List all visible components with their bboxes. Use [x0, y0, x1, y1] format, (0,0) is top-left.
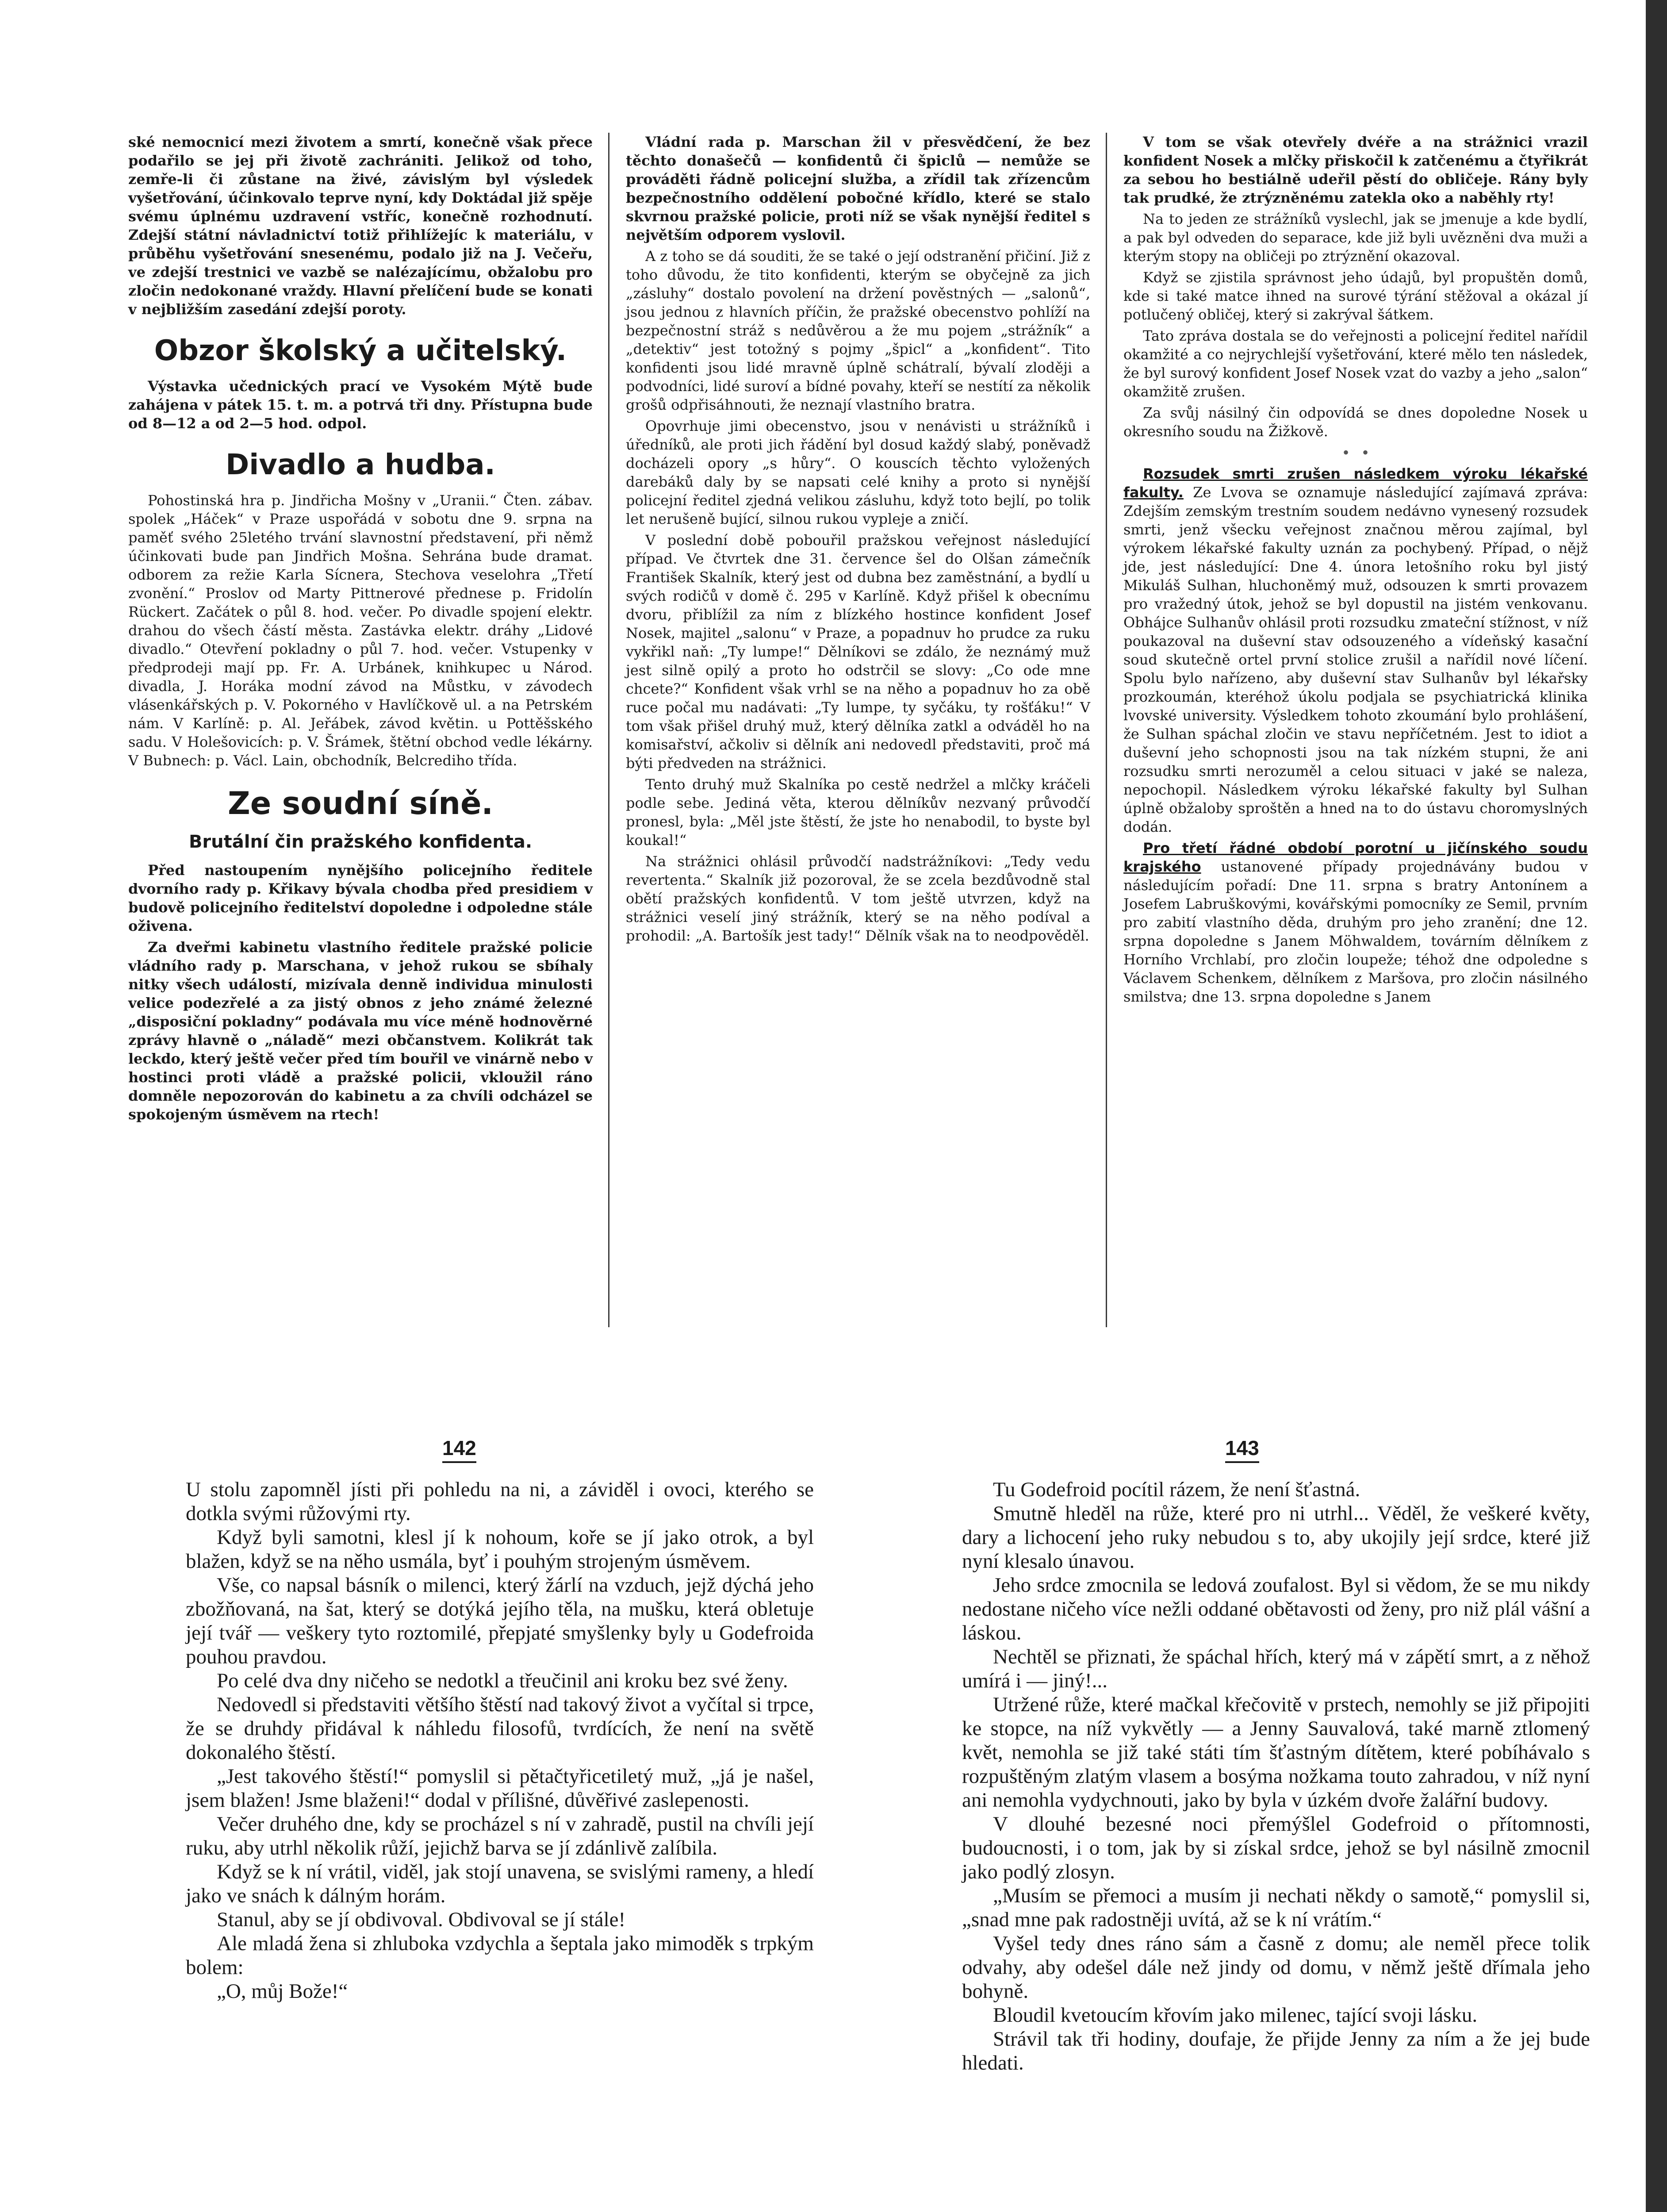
page-number-right: 143	[1225, 1436, 1259, 1463]
novel-paragraph: „O, můj Bože!“	[217, 1980, 348, 2003]
article-paragraph: Na to jeden ze strážníků vyslechl, jak se jmenuje a kde bydlí, a pak byl odveden do separace, kde již byli uvězněni dva muži a kterým stopy na obličeji po ztrýznění okazoval.	[1123, 211, 1588, 265]
page-number-left: 142	[442, 1436, 476, 1463]
article-paragraph: Za svůj násilný čin odpovídá se dnes dopoledne Nosek u okresního soudu na Žižkově.	[1123, 404, 1588, 440]
article-paragraph: V poslední době pobouřil pražskou veřejnost následující případ. Ve čtvrtek dne 31. července šel do Olšan zámečník František Skalník, který jest od dubna bez zaměstnání, a bydlí u svých rodičů v domě č. 295 v Karlíně. Když přišel k obecnímu dvoru, přiblížil za ním z blízkého hostince konfident Josef Nosek, majitel „salonu“ v Praze, a popadnuv ho prudce za ruku vykřikl naň: „Ty lumpe!“ Dělníkovi se zdálo, že neznámý muž jest silně opilý a proto ho odstrčil se slovy: „Co ode mne chcete?“ Konfident však vrhl se na něho a popadnuv ho za obě ruce počal mu nadávati: „Ty lumpe, ty syčáku, ty rošťáku!“ V tom však přišel druhý muž, který dělníka zatkl a odváděl ho na komisařství, ačkoliv si dělník ani nedovedl představiti, proč má býti předveden na strážnici.	[626, 532, 1090, 772]
newspaper-column-3	[1123, 133, 1588, 1009]
court-paragraph: Před nastoupením nynějšího policejního ředitele dvorního rady p. Křikavy bývala chodba před presidiem v budově policejního ředitelství dopoledne i odpoledne stále oživena.	[128, 862, 593, 934]
article-paragraph: A z toho se dá souditi, že se také o její odstranění přičiní. Již z toho důvodu, že tito konfidenti, kterým se obyčejně za jich „zásluhy“ dostalo povolení na držení pověstných — „salonů“, jsou jednou z hlavních příčin, že pražské obecenstvo pohlíží na bezpečnostní stráž s nedůvěrou a že mu pojem „strážník“ a „detektiv“ jest totožný s pojmy „špicl“ a „konfident“. Tito konfidenti jsou lidé mravně úplně schátralí, bývalí zloději a podvodníci, lidé suroví a bídné povahy, kteří se nestítí za několik grošů odpřisáhnouti, že neznají vlastního bratra.	[626, 248, 1090, 413]
novel-page-left	[186, 1478, 814, 2003]
newspaper-column-2	[626, 133, 1090, 948]
novel-paragraph: Nechtěl se přiznati, že spáchal hřích, který má v zápětí smrt, a z něhož umírá i — jiný!...	[962, 1645, 1590, 1692]
novel-paragraph: Strávil tak tři hodiny, doufaje, že přijde Jenny za ním a že jej bude hledati.	[962, 2028, 1590, 2074]
article-paragraph: Na strážnici ohlásil průvodčí nadstrážníkovi: „Tedy vedu revertenta.“ Skalník již pozoroval, že se zcela bezdůvodně stal obětí pražských konfidentů. V tom ještě utvrzen, když na strážnici veselí jiný strážník, který se na něho podíval a prohodil: „A. Bartošík jest tady!“ Dělník však na to neodpověděl.	[626, 853, 1090, 944]
court-item-text: Ze Lvova se oznamuje následující zajímavá zpráva: Zdejším zemským trestním soudem nedávno vynesený rozsudek smrti, jenž všecku veřejnost značnou měrou zajímal, byl výrokem lékařské fakulty uznán za pochybený. Případ, o nějž jde, jest následující: Dne 4. února letošního roku byl jistý Mikuláš Sulhan, hluchoněmý muž, odsouzen k smrti provazem pro vražedný útok, jehož se byl dopustil na jistém venkovanu. Obhájce Sulhanův ohlásil proti rozsudku zmateční stížnost, v níž poukazoval na duševní stav odsouzeného a vídeňský kasační soud skutečně ortel první stolice zrušil a nařídil nové líčení. Spolu bylo nařízeno, aby duševní stav Sulhanův byl lékařsky prozkoumán, kteréhož úkolu podjala se psychiatrická klinika lvovské university. Výsledkem tohoto zkoumání bylo prohlášení, že Sulhan spáchal zločin ve stavu nepříčetném. Jest to idiot a duševní jeho schopnosti jsou na tak nízkém stupni, že ani rozsudku smrti nerozuměl a celou situaci v jaké se naleza, nepochopil. Následkem výroku lékařské fakulty byl Sulhan úplně obžaloby sproštěn a hned na to do ústavu choromyslných dodán.	[1123, 484, 1588, 835]
novel-paragraph: Bloudil kvetoucím křovím jako milenec, tající svoji lásku.	[993, 2004, 1478, 2027]
novel-page-right	[962, 1478, 1590, 2075]
novel-paragraph: Smutně hleděl na růže, které pro ni utrhl... Věděl, že veškeré květy, dary a lichocení jeho ruky nebudou s to, aby ukojily její srdce, které již nyní klesalo únavou.	[962, 1502, 1590, 1573]
court-paragraph: Za dveřmi kabinetu vlastního ředitele pražské policie vládního rady p. Marschana, v jehož rukou se sbíhaly nitky všech událostí, mizívala denně individua minulosti velice podezřelé a za jistý obnos z jeho známé železné „disposiční pokladny“ podávala mu více méně hodnověrné zprávy hlavně o „náladě“ mezi občanstvem. Kolikrát tak leckdo, který ještě večer před tím bouřil ve vinárně nebo v hostinci proti vládě a pražské policii, vkloužil ráno domněle nepozorován do kabinetu a za chvíli odcházel se spokojeným úsměvem na rtech!	[128, 939, 593, 1123]
novel-paragraph: Jeho srdce zmocnila se ledová zoufalost. Byl si vědom, že se mu nikdy nedostane ničeho více nežli oddané obětavosti od ženy, pro niž plál vášní a láskou.	[962, 1574, 1590, 1644]
article-paragraph: Když se zjistila správnost jeho údajů, byl propuštěn domů, kde si také matce ihned na surové týrání stěžoval a okázal jí potlučený obličej, který si zakrýval šátkem.	[1123, 269, 1588, 323]
section-heading-theatre: Divadlo a hudba.	[226, 449, 495, 481]
article-paragraph: Tento druhý muž Skalníka po cestě nedržel a mlčky kráčeli podle sebe. Jediná věta, kterou dělníkův nezvaný průvodčí pronesl, byla: „Měl jste štěstí, že jste ho nenabodil, to byste byl koukal!“	[626, 776, 1090, 849]
court-item-text: ustanovené případy projednávány budou v následujícím pořadí: Dne 11. srpna s bratry Antonínem a Josefem Labruškovými, kovářskými pomocníky ze Semil, prvním pro zabití vlastního děda, druhým pro jeho zranění; dne 12. srpna dopoledne s Janem Möhwaldem, továrním dělníkem z Horního Vrchlabí, pro zločin loupeže; téhož dne odpoledne s Václavem Schenkem, dělníkem z Maršova, pro zločin násilného smilstva; dne 13. srpna dopoledne s Janem	[1123, 858, 1588, 1005]
article-paragraph: Vládní rada p. Marschan žil v přesvědčení, že bez těchto donašečů — konfidentů či špiclů — nemůže se prováděti řádně policejní služba, a zřídil tak zřízencům bezpečnostního oddělení pobočné křídlo, které se stalo skvrnou pražské policie, proti níž se však nynější ředitel s největším odporem vyslovil.	[626, 134, 1090, 243]
theatre-paragraph: Pohostinská hra p. Jindřicha Mošny v „Uranii.“ Čten. zábav. spolek „Háček“ v Praze uspořádá v sobotu dne 9. srpna na paměť svého 25letého trvání slavnostní představení, při němž účinkovati bude pan Jindřich Mošna. Sehrána bude dramat. odborem za režie Karla Sícnera, Stechova veselohra „Třetí zvonění.“ Proslov od Marty Pittnerové přednese p. Fridolín Rückert. Začátek o půl 8. hod. večer. Po divadle spojení elektr. drahou do všech částí města. Zastávka elektr. dráhy „Lidové divadlo.“ Otevření pokladny o půl 7. hod. večer. Vstupenky v předprodeji mají pp. Fr. A. Urbánek, knihkupec u Národ. divadla, J. Horáka modní závod na Můstku, v závodech vlásenkářských p. V. Pokorného v Havlíčkově ul. a na Petrském nám. V Karlíně: p. Al. Jeřábek, závod květin. u Pottěšského sadu. V Holešovicích: p. V. Šrámek, štětní obchod vedle lékárny. V Bubnech: p. Václ. Lain, obchodník, Belcrediho třída.	[128, 492, 593, 769]
court-item-title: Pro třetí řádné období porotní u jičínského soudu krajského	[1123, 840, 1588, 875]
intro-paragraph: ské nemocnicí mezi životem a smrtí, konečně však přece podařilo se jej při životě zachrániti. Jelikož od toho, zemře-li či zůstane na živé, závislým byl výsledek vyšetřování, účinkovalo teprve nyní, kdy Doktádal již spěje svému úplnému uzdravení vstříc, konečně rozhodnutí. Zdejší státní návladnictví totiž přihlížejíc k materiálu, v průběhu vyšetřování snesenému, podalo již na J. Večeřu, ve zdejší trestnici ve vazbě se nalézajícímu, obžalobu pro zločin nedokonané vraždy. Hlavní přelíčení bude se konati v nejbližším zasedání zdejší poroty.	[128, 134, 593, 318]
column-rule	[1106, 133, 1107, 1327]
novel-paragraph: V dlouhé bezesné noci přemýšlel Godefroid o přítomnosti, budoucnosti, i o tom, jak by si získal srdce, jehož se byl násilně zmocnil jako podlý zlosyn.	[962, 1813, 1590, 1883]
court-item	[1123, 465, 1588, 836]
newspaper-section	[128, 133, 1588, 1327]
novel-paragraph: Po celé dva dny ničeho se nedotkl a třeučinil ani kroku bez své ženy.	[217, 1669, 788, 1692]
novel-paragraph: Nedovedl si představiti většího štěstí nad takový život a vyčítal si trpce, že se druhdy přidával k náhledu filosofů, tvrdících, že není na světě dokonalého štěstí.	[186, 1693, 814, 1764]
novel-paragraph: „Jest takového štěstí!“ pomyslil si pětačtyřicetiletý muž, „já je našel, jsem blažen! Jsme blaženi!“ dodal v přílišné, důvěřivé zaslepenosti.	[186, 1765, 814, 1812]
court-item-title: Rozsudek smrti zrušen následkem výroku lékařské fakulty.	[1123, 465, 1588, 501]
novel-paragraph: Když se k ní vrátil, viděl, jak stojí unavena, se svislými rameny, a hledí jako ve snách k dálným horám.	[186, 1860, 814, 1907]
newspaper-column-1	[128, 133, 593, 1126]
novel-paragraph: U stolu zapomněl jísti při pohledu na ni, a záviděl i ovoci, kterého se dotkla svými růžovými rty.	[186, 1478, 814, 1525]
article-paragraph: Opovrhuje jimi obecenstvo, jsou v nenávisti u strážníků i úředníků, ale proti jich řádění byl dosud každý slabý, poněvadž docházeli opory „s hůry“. O kouscích těchto vyložených darebáků daly by se napsati celé knihy a proto si nynější policejní ředitel zjedná velikou zásluhu, když toto bejlí, po tolik let nerušeně bující, silnou rukou vypleje a zničí.	[626, 418, 1090, 527]
article-title: Brutální čin pražského konfidenta.	[188, 832, 533, 852]
page-edge	[1646, 0, 1667, 2212]
article-paragraph: V tom se však otevřely dvéře a na strážnici vrazil konfident Nosek a mlčky přiskočil k zatčenému a čtyřikrát za sebou ho bestiálně udeřil pěstí do obličeje. Rány byly tak prudké, že ztrýzněnému zatekla oko a naběhly rty!	[1123, 134, 1588, 206]
court-item	[1123, 839, 1588, 1006]
novel-paragraph: Tu Godefroid pocítil rázem, že není šťastná.	[993, 1478, 1360, 1501]
column-rule	[608, 133, 609, 1327]
novel-paragraph: Utržené růže, které mačkal křečovitě v prstech, nemohly se již připojiti ke stopce, na níž vykvětly — a Jenny Sauvalová, také marně ztlomený květ, nemohla se již také státi tím šťastným dítětem, které pobíhávalo s rozpuštěným zlatým vlasem a bosýma nožkama touto zahradou, v níž nyní ani nemohla vydychnouti, jako by byla v úzkém dvoře žalářní budovy.	[962, 1693, 1590, 1812]
novel-paragraph: „Musím se přemoci a musím ji nechati někdy o samotě,“ pomyslil si, „snad mne pak radostněji uvítá, až se k ní vrátím.“	[962, 1884, 1590, 1931]
section-heading-school: Obzor školský a učitelský.	[154, 334, 567, 367]
novel-paragraph: Vyšel tedy dnes ráno sám a časně z domu; ale neměl přece tolik odvahy, aby odešel dále než jindy od domu, v němž ještě dřímala jeho bohyně.	[962, 1932, 1590, 2003]
school-paragraph: Výstavka učednických prací ve Vysokém Mýtě bude zahájena v pátek 15. t. m. a potrvá tři dny. Přístupna bude od 8—12 a od 2—5 hod. odpol.	[128, 378, 593, 432]
separator-dots: • •	[1342, 442, 1368, 462]
section-heading-court: Ze soudní síně.	[227, 785, 494, 822]
novel-paragraph: Když byli samotni, klesl jí k nohoum, koře se jí jako otrok, a byl blažen, když se na něho usmála, byť i pouhým strojeným úsměvem.	[186, 1526, 814, 1573]
novel-paragraph: Vše, co napsal básník o milenci, který žárlí na vzduch, jejž dýchá jeho zbožňovaná, na šat, který se dotýká jejího těla, na mušku, která obletuje její tvář — veškery tyto roztomilé, přepjaté smyšlenky byly u Godefroida pouhou pravdou.	[186, 1574, 814, 1668]
novel-paragraph: Ale mladá žena si zhluboka vzdychla a šeptala jako mimoděk s trpkým bolem:	[186, 1932, 814, 1979]
novel-paragraph: Večer druhého dne, kdy se procházel s ní v zahradě, pustil na chvíli její ruku, aby utrhl několik růží, jejichž barva se jí zdánlivě zalíbila.	[186, 1813, 814, 1859]
novel-paragraph: Stanul, aby se jí obdivoval. Obdivoval se jí stále!	[217, 1908, 626, 1931]
article-paragraph: Tato zpráva dostala se do veřejnosti a policejní ředitel nařídil okamžité a co nejrychlejší vyšetřování, které mělo ten následek, že byl surový konfident Josef Nosek vzat do vazby a jeho „salon“ okamžitě zrušen.	[1123, 327, 1588, 400]
